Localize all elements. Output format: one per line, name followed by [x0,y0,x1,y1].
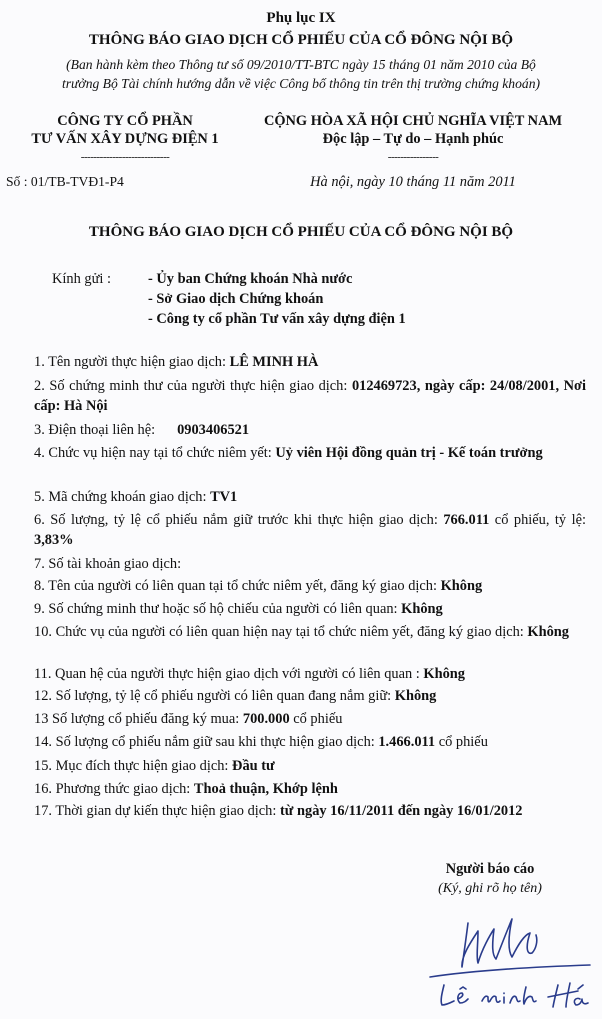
item-value: TV1 [210,489,238,505]
issued-note-line2: trưởng Bộ Tài chính hướng dẫn về việc Công bố thông tin trên thị trường chứng khoán) [61,76,541,91]
item-5 [34,487,237,507]
header-title: THÔNG BÁO GIAO DỊCH CỔ PHIẾU CỦA CỔ ĐÔNG NỘI BỘ [88,32,514,48]
item-value: Không [527,624,569,640]
item-value: Không [394,688,437,704]
item-label: 10. Chức vụ của người có liên quan hiện nay tại tổ chức niêm yết, đăng ký giao dịch: [34,624,528,640]
item-label: 2. Số chứng minh thư của người thực hiện giao dịch: [34,378,352,394]
item-label: 8. Tên của người có liên quan tại tổ chức niêm yết, đăng ký giao dịch: [34,578,441,594]
item-15 [34,756,275,776]
item-label: 5. Mã chứng khoán giao dịch: [34,489,211,505]
item-value: Không [440,578,483,594]
item-12 [34,686,436,706]
republic-divider: ---------------- [387,151,439,163]
company-name-line1: CÔNG TY CỔ PHẦN [57,113,193,129]
item-13 [34,709,342,729]
item-label: 15. Mục đích thực hiện giao dịch: [34,758,233,774]
document-date: Hà nội, ngày 10 tháng 11 năm 2011 [310,174,516,190]
company-divider: ---------------------------- [80,151,170,163]
item-value: 700.000 [242,711,290,727]
item-14 [34,732,488,752]
item-value: từ ngày 16/11/2011 đến ngày 16/01/2012 [279,803,523,819]
item-value: 766.011 [443,512,490,528]
item-label: cổ phiếu, tỷ lệ: [489,512,587,528]
item-1 [34,352,318,372]
item-label: cổ phiếu [289,711,343,727]
item-7 [34,554,181,574]
item-value: Không [423,666,465,682]
item-label: 6. Số lượng, tỷ lệ cổ phiếu nắm giữ trước khi thực hiện giao dịch: [34,512,444,528]
item-11 [34,664,465,684]
document-title: THÔNG BÁO GIAO DỊCH CỔ PHIẾU CỦA CỔ ĐÔNG NỘI BỘ [88,224,514,240]
item-value: 0903406521 [177,422,250,438]
item-label: 7. Số tài khoản giao dịch: [34,556,182,572]
item-label: 12. Số lượng, tỷ lệ cổ phiếu người có liên quan đang nắm giữ: [34,688,395,704]
item-10 [34,622,586,642]
republic-name: CỘNG HÒA XÃ HỘI CHỦ NGHĨA VIỆT NAM [263,113,563,129]
item-3 [34,420,249,440]
signer-note: (Ký, ghi rõ họ tên) [438,881,542,896]
company-name-line2: TƯ VẤN XÂY DỰNG ĐIỆN 1 [31,131,219,147]
item-17 [34,801,586,821]
item-label: 14. Số lượng cổ phiếu nắm giữ sau khi thực hiện giao dịch: [34,734,379,750]
item-value: 1.466.011 [378,734,436,750]
signer-title: Người báo cáo [445,861,535,877]
recipient-item: - Ủy ban Chứng khoán Nhà nước [148,271,353,287]
item-value: Đầu tư [232,758,275,774]
item-label: 4. Chức vụ hiện nay tại tổ chức niêm yết: [34,445,276,461]
item-value: Không [401,601,443,617]
item-label: cổ phiếu [435,734,488,750]
item-label: 11. Quan hệ của người thực hiện giao dịch với người có liên quan : [34,666,424,682]
item-label: 1. Tên người thực hiện giao dịch: [34,354,230,370]
republic-motto: Độc lập – Tự do – Hạnh phúc [322,131,504,147]
document-number: Số : 01/TB-TVĐ1-P4 [6,174,124,189]
item-value: Uỷ viên Hội đồng quản trị - Kế toán trưởng [275,445,543,461]
item-value: 3,83% [34,532,74,548]
item-6 [34,510,586,550]
item-label: 3. Điện thoại liên hệ: [34,422,156,438]
item-label: 17. Thời gian dự kiến thực hiện giao dịch: [34,803,280,819]
appendix-label: Phụ lục IX [266,10,336,26]
item-8 [34,576,482,596]
item-value: Thoả thuận, Khớp lệnh [193,781,338,797]
item-label: 16. Phương thức giao dịch: [34,781,194,797]
item-label: 9. Số chứng minh thư hoặc số hộ chiếu của người có liên quan: [34,601,402,617]
recipient-item: - Sở Giao dịch Chứng khoán [148,291,324,307]
item-value: 012469723, ngày cấp: 24/08/2001, Nơi cấp: Hà Nội [34,378,586,414]
signature-image [420,905,598,1015]
item-16 [34,779,338,799]
item-value: LÊ MINH HÀ [229,354,319,370]
item-label: 13 Số lượng cổ phiếu đăng ký mua: [34,711,243,727]
issued-note-line1: (Ban hành kèm theo Thông tư số 09/2010/TT-BTC ngày 15 tháng 01 năm 2010 của Bộ [66,57,536,72]
item-9 [34,599,443,619]
recipient-item: - Công ty cổ phần Tư vấn xây dựng điện 1 [148,311,406,327]
recipients-label: Kính gửi : [52,271,111,287]
item-2 [34,376,586,416]
item-4 [34,443,586,463]
